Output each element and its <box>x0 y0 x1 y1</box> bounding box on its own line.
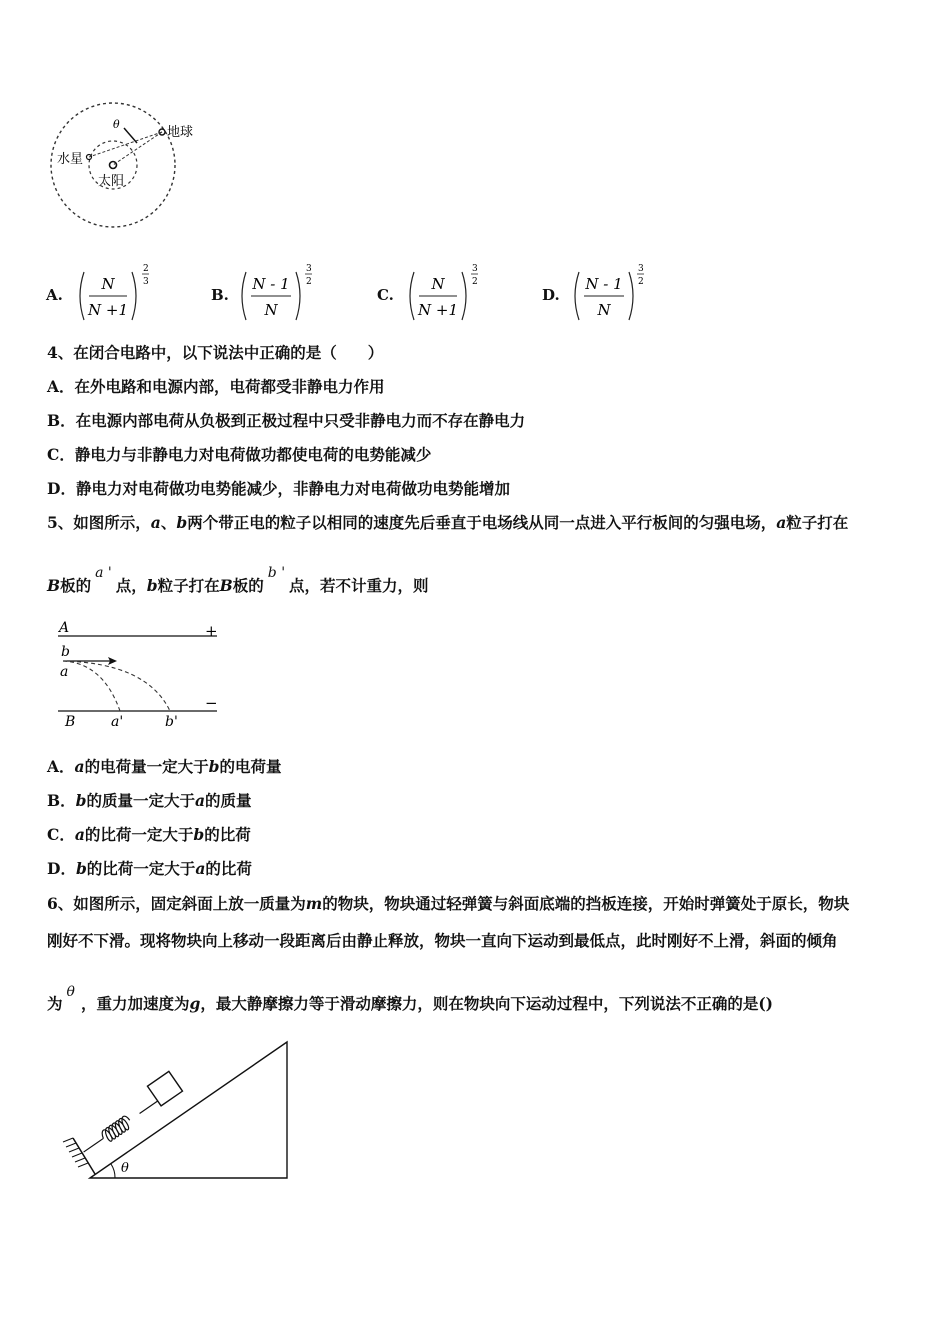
plus-sign: + <box>205 622 218 640</box>
q3-d-denominator: N <box>597 301 611 319</box>
q3-d-numerator: N - 1 <box>585 275 623 293</box>
theta-symbol: θ <box>66 984 75 1000</box>
plate-b-label: B <box>65 714 76 730</box>
q3-option-b-label: B. <box>211 286 229 304</box>
q3-b-exp-bot: 2 <box>306 277 312 287</box>
particle-a-label: a <box>60 664 69 680</box>
angle-label: θ <box>121 1161 129 1176</box>
q3-c-exp-top: 3 <box>472 264 478 274</box>
a-prime-label: a' <box>111 714 124 730</box>
q3-c-numerator: N <box>431 275 445 293</box>
q5-option-b: B．b的质量一定大于a的质量 <box>47 791 252 810</box>
spring <box>73 1071 183 1157</box>
block <box>147 1071 182 1106</box>
q4-option-d: D．静电力对电荷做功电势能减少，非静电力对电荷做功电势能增加 <box>47 479 510 498</box>
plate-a-label: A <box>59 620 70 636</box>
q5-stem-line1: 5、如图所示，a、b两个带正电的粒子以相同的速度先后垂直于电场线从同一点进入平行板间的匀强电场，a粒子打在 <box>47 513 849 532</box>
q3-a-exp-bot: 3 <box>143 277 149 287</box>
q3-c-exp-bot: 2 <box>472 277 478 287</box>
b-prime-label: b' <box>165 714 178 730</box>
q3-option-a-label: A. <box>46 286 63 304</box>
particle-b-label: b <box>61 644 70 660</box>
q3-b-numerator: N - 1 <box>252 275 290 293</box>
q3-d-exp-top: 3 <box>638 264 644 274</box>
q3-a-exp-top: 2 <box>143 264 149 274</box>
sun-label: 太阳 <box>98 174 125 189</box>
q6-stem-line2: 刚好不下滑。现将物块向上移动一段距离后由静止释放，物块一直向下运动到最低点，此时刚好不上滑，斜面的倾角 <box>47 931 838 950</box>
incline-triangle <box>90 1042 287 1178</box>
mercury-label: 水星 <box>57 152 84 167</box>
b-prime-symbol: b ' <box>267 565 286 581</box>
q6-stem-line3: 为θ，重力加速度为g，最大静摩擦力等于滑动摩擦力，则在物块向下运动过程中，下列说法不正确的是() <box>47 984 773 1013</box>
q4-stem: 4、在闭合电路中，以下说法中正确的是（ ） <box>47 343 384 362</box>
stop-plate <box>73 1138 95 1174</box>
q3-d-exp-bot: 2 <box>638 277 644 287</box>
theta-ray <box>124 128 137 143</box>
q4-option-b: B．在电源内部电荷从负极到正极过程中只受非静电力而不存在静电力 <box>47 411 526 430</box>
q3-option-c-formula <box>408 262 488 322</box>
q4-option-a: A．在外电路和电源内部，电荷都受非静电力作用 <box>47 377 385 396</box>
q3-b-exp-top: 3 <box>306 264 312 274</box>
q5-plates-figure <box>55 618 230 733</box>
minus-sign: − <box>205 694 218 712</box>
q3-option-b-formula <box>240 262 320 322</box>
q3-option-d-formula <box>573 262 653 322</box>
theta-label: θ <box>113 118 120 131</box>
q3-option-d-label: D. <box>542 286 560 304</box>
orbit-figure <box>40 95 210 235</box>
q4-option-c: C．静电力与非静电力对电荷做功都使电荷的电势能减少 <box>47 445 432 464</box>
q3-option-c-label: C. <box>377 286 394 304</box>
q6-stem-line1: 6、如图所示，固定斜面上放一质量为m的物块，物块通过轻弹簧与斜面底端的挡板连接，开始时弹簧处于原长，物块 <box>47 894 850 913</box>
q3-a-numerator: N <box>101 275 115 293</box>
earth-label: 地球 <box>167 125 194 140</box>
q6-incline-figure <box>55 1038 300 1183</box>
q5-option-a: A．a的电荷量一定大于b的电荷量 <box>47 757 282 776</box>
q5-option-c: C．a的比荷一定大于b的比荷 <box>47 825 251 844</box>
trajectory-a <box>63 661 120 711</box>
q3-c-denominator: N +1 <box>417 301 459 319</box>
a-prime-symbol: a ' <box>95 565 112 581</box>
q3-a-denominator: N +1 <box>87 301 129 319</box>
earth-sun-line <box>113 132 162 165</box>
q5-stem-line2: B板的a '点，b粒子打在B板的b '点，若不计重力，则 <box>47 565 429 595</box>
q5-option-d: D．b的比荷一定大于a的比荷 <box>47 859 252 878</box>
q3-option-a-formula <box>78 262 158 322</box>
angle-arc <box>111 1164 115 1178</box>
q3-b-denominator: N <box>264 301 278 319</box>
